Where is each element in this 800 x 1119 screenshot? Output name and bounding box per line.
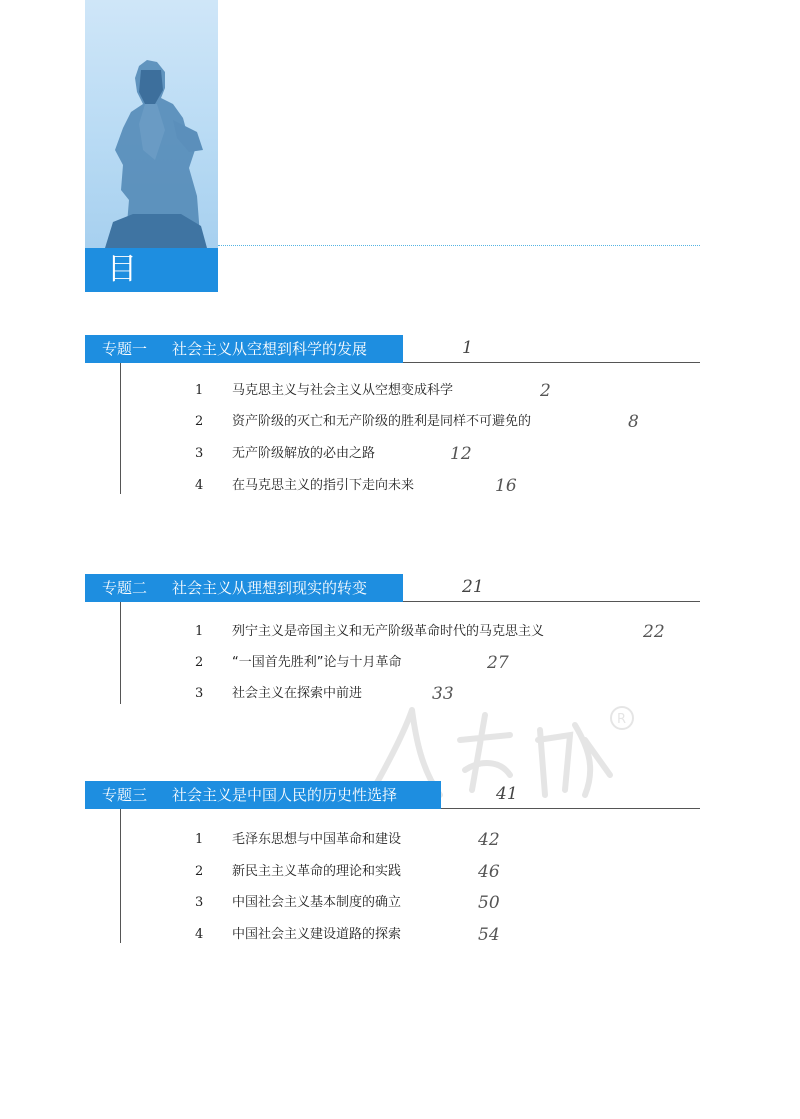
entry-title: 无产阶级解放的必由之路 [232,446,376,461]
header-statue-image [85,0,218,248]
topic-page-number: 21 [462,577,484,597]
toc-entry[interactable] [195,893,500,913]
header-dotted-rule [218,245,700,246]
entry-title: 中国社会主义建设道路的探索 [232,927,402,942]
topic-bar[interactable] [85,781,441,809]
entry-number: 1 [195,383,204,398]
topic-underline [441,808,700,809]
topic-label: 专题二 [102,579,148,597]
topic-title: 社会主义从空想到科学的发展 [172,340,368,358]
topic-title: 社会主义是中国人民的历史性选择 [172,786,398,804]
entry-number: 4 [195,927,204,942]
topic-bar[interactable] [85,574,403,602]
entry-page-number: 50 [478,893,500,913]
entry-title: 马克思主义与社会主义从空想变成科学 [232,383,454,398]
entry-page-number: 54 [478,925,500,945]
entry-title: 社会主义在探索中前进 [232,686,363,701]
entry-number: 3 [195,686,204,701]
topic-bar[interactable] [85,335,403,363]
entry-number: 2 [195,414,204,429]
entry-number: 3 [195,446,204,461]
toc-entry[interactable] [195,830,500,850]
topic-vertical-rule [120,602,121,704]
entry-number: 1 [195,832,204,847]
entry-page-number: 16 [495,476,517,496]
entry-number: 3 [195,895,204,910]
toc-entry[interactable] [195,684,454,704]
topic-label: 专题一 [102,340,148,358]
topic-page-number: 1 [462,338,473,358]
entry-page-number: 27 [487,653,509,673]
topic-title: 社会主义从理想到现实的转变 [172,579,368,597]
toc-entry[interactable] [195,622,665,642]
topic-underline [403,362,700,363]
entry-title: “一国首先胜利”论与十月革命 [232,655,402,670]
entry-page-number: 12 [450,444,472,464]
topic-page-number: 41 [496,784,518,804]
entry-title: 毛泽东思想与中国革命和建设 [232,832,402,847]
topic-label: 专题三 [102,786,148,804]
page-title: 目 录 [85,248,218,292]
topic-vertical-rule [120,363,121,494]
entry-number: 1 [195,624,204,639]
topic-underline [403,601,700,602]
entry-title: 列宁主义是帝国主义和无产阶级革命时代的马克思主义 [232,624,545,639]
entry-title: 在马克思主义的指引下走向未来 [232,478,415,493]
toc-entry[interactable] [195,381,551,401]
entry-number: 4 [195,478,204,493]
entry-page-number: 42 [478,830,500,850]
entry-page-number: 22 [643,622,665,642]
entry-page-number: 46 [478,862,500,882]
entry-page-number: 2 [540,381,551,401]
toc-entry[interactable] [195,412,639,432]
entry-title: 新民主主义革命的理论和实践 [232,864,402,879]
toc-entry[interactable] [195,444,472,464]
toc-entry[interactable] [195,862,500,882]
entry-number: 2 [195,655,204,670]
entry-page-number: 8 [628,412,639,432]
entry-number: 2 [195,864,204,879]
toc-entry[interactable] [195,476,517,496]
svg-text:R: R [617,712,627,727]
toc-entry[interactable] [195,925,500,945]
entry-page-number: 33 [432,684,454,704]
topic-vertical-rule [120,809,121,943]
toc-entry[interactable] [195,653,509,673]
entry-title: 中国社会主义基本制度的确立 [232,895,402,910]
entry-title: 资产阶级的灭亡和无产阶级的胜利是同样不可避免的 [232,414,532,429]
